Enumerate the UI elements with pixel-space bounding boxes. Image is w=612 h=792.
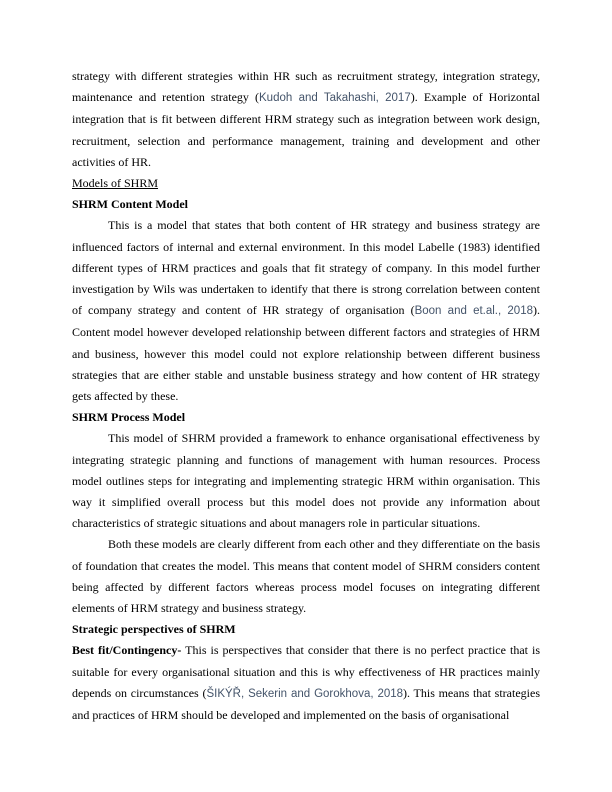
citation-link[interactable]: Boon and et.al., 2018 — [414, 305, 533, 318]
paragraph-model-comparison: Both these models are clearly different from each other and they differentiate on the basis of foundation that creates the model. This means that content model of SHRM considers content being affected by different factors whereas process model focuses on integrating different elements of HRM strategy and business strategy. — [72, 537, 540, 616]
paragraph-text: strategy with different strategies within HR such as recruitment strategy, integration strategy, maintenance and retention strategy ( — [72, 69, 540, 105]
paragraph-text: ). Content model however developed relationship between different factors and strategies of HRM and business, however this model could not explore relationship between different business strategies that are either stable and unstable business strategy and how content of HR strategy gets affected by these. — [72, 303, 540, 404]
paragraph-best-fit — [72, 640, 540, 726]
document-page — [72, 66, 540, 726]
paragraph-text: This is perspectives that consider that there is no perfect practice that is suitable for every organisational situation and this is why effectiveness of HR practices mainly depends on circumstances ( — [72, 643, 541, 700]
paragraph-text: This is a model that states that both content of HR strategy and business strategy are influenced factors of internal and external environment. In this model Labelle (1983) identified different types of HRM practices and goals that fit strategy of company. In this model further investigation by Wils was undertaken to identify that there is strong correlation between content of company strategy and content of HR strategy of organisation ( — [72, 218, 540, 318]
paragraph-process-model: This model of SHRM provided a framework to enhance organisational effectiveness by integrating strategic planning and functions of management with human resources. Process model outlines steps for integrating and implementing strategic HRM within organisation. This way it simplified overall process but this model does not provide any information about characteristics of strategic situations and about managers role in particular situations. — [72, 431, 540, 531]
paragraph-content-model — [72, 215, 540, 407]
heading-models-of-shrm: Models of SHRM — [72, 176, 159, 191]
heading-shrm-content-model: SHRM Content Model — [72, 197, 188, 212]
heading-strategic-perspectives: Strategic perspectives of SHRM — [72, 622, 236, 637]
paragraph-horizontal-integration — [72, 66, 540, 173]
citation-link[interactable]: ŠIKÝŘ, Sekerin and Gorokhova, 2018 — [206, 687, 404, 700]
citation-link[interactable]: Kudoh and Takahashi, 2017 — [259, 92, 411, 105]
term-best-fit: Best fit/Contingency- — [72, 643, 182, 658]
paragraph-text: ). This means that strategies and practices of HRM should be developed and implemented on the basis of organisational — [72, 685, 540, 723]
heading-shrm-process-model: SHRM Process Model — [72, 410, 186, 425]
paragraph-text: ). Example of Horizontal integration that is fit between different HRM strategy such as integration between work design, recruitment, selection and performance management, training and development and other activities of HR. — [72, 90, 540, 169]
